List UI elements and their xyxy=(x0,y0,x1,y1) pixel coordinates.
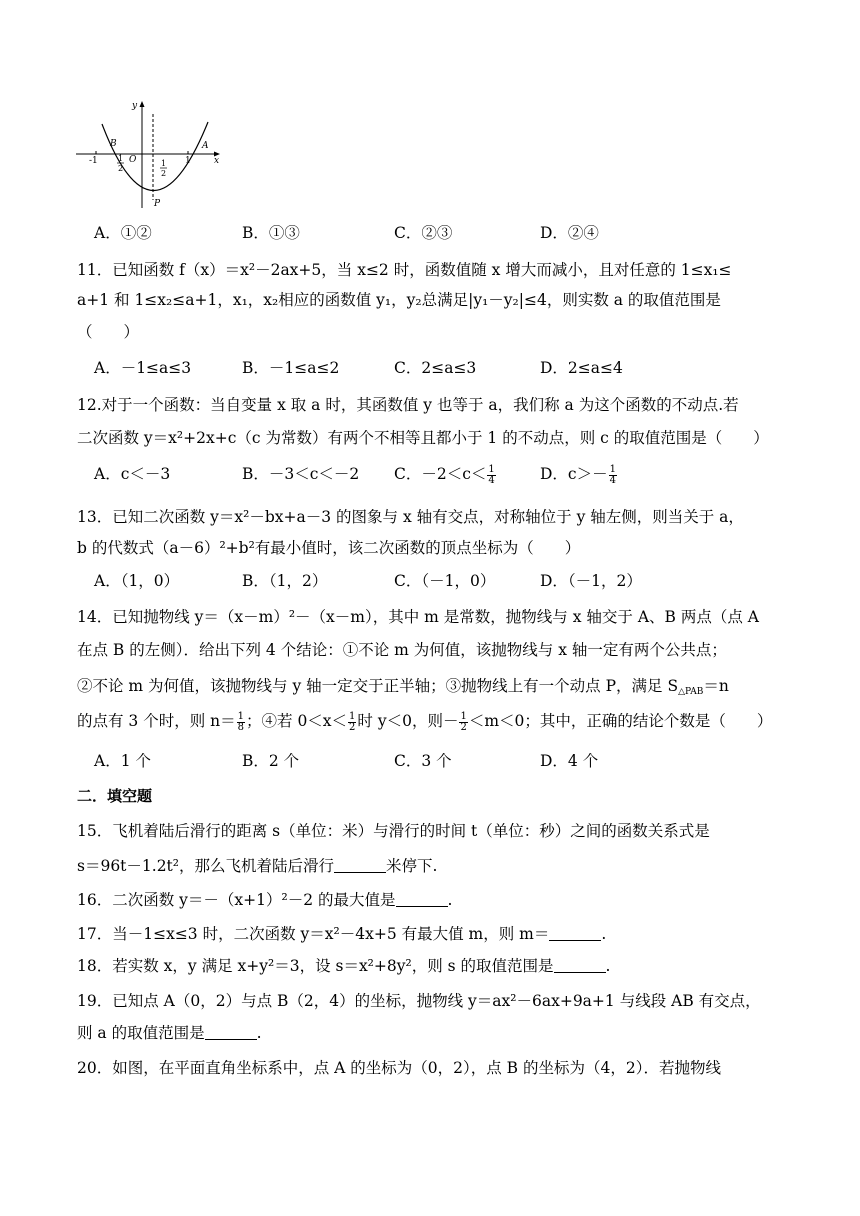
q12-line2: 二次函数 y＝x²+2x+c（c 为常数）有两个不相等且都小于 1 的不动点，则 c 的取值范围是（ ） xyxy=(77,429,769,447)
q11-line1: 11．已知函数 f（x）＝x²－2ax+5，当 x≤2 时，函数值随 x 增大而减小，且对任意的 1≤x₁≤ xyxy=(77,261,732,279)
q19-line1: 19．已知点 A（0，2）与点 B（2，4）的坐标，抛物线 y＝ax²－6ax+9a+1 与线段 AB 有交点， xyxy=(77,992,761,1010)
q11-option-b[interactable]: B．－1≤a≤2 xyxy=(242,359,340,377)
q16-line: 16．二次函数 y＝－（x+1）²－2 的最大值是 . xyxy=(77,891,453,909)
q11-line3: （ ） xyxy=(77,323,140,341)
q14-option-b[interactable]: B．2 个 xyxy=(242,752,300,770)
q14-option-d[interactable]: D．4 个 xyxy=(540,752,599,770)
q14-line1: 14．已知抛物线 y＝（x－m）²－（x－m），其中 m 是常数，抛物线与 x 轴交于 A、B 两点（点 A xyxy=(77,608,759,626)
q14-option-c[interactable]: C．3 个 xyxy=(394,752,452,770)
q14-line4: 的点有 3 个时，则 n＝ $\frac{1}{8}$ ；④若 0＜x＜ $\frac{1}{2}$ 时 y＜0，则－ $\frac{1}{2}$ ＜m＜0；其中，正确的结论个数是（ ） xyxy=(77,710,773,733)
q16-answer-blank[interactable] xyxy=(396,892,448,907)
half-den: 2 xyxy=(161,169,167,178)
q17-answer-blank[interactable] xyxy=(549,926,601,941)
q11-option-c[interactable]: C．2≤a≤3 xyxy=(394,359,477,377)
q10-option-c[interactable]: C．②③ xyxy=(394,224,453,242)
section-fill-in: 二．填空题 xyxy=(77,787,153,805)
q20-line1: 20．如图，在平面直角坐标系中，点 A 的坐标为（0，2），点 B 的坐标为（4，2）．若抛物线 xyxy=(77,1059,721,1077)
q13-option-a[interactable]: A．（1，0） xyxy=(94,572,180,590)
q13-line2: b 的代数式（a－6）²+b²有最小值时，该二次函数的顶点坐标为（ ） xyxy=(77,539,581,557)
y-axis-label: y xyxy=(132,101,138,111)
q12-option-d[interactable]: D．c＞－ $\frac{1}{4}$ xyxy=(540,463,616,486)
neg-half-num: 1 xyxy=(118,154,124,163)
q13-option-c[interactable]: C．（－1，0） xyxy=(394,572,496,590)
y-axis-arrow xyxy=(140,101,145,107)
q14-line2: 在点 B 的左侧）．给出下列 4 个结论：①不论 m 为何值，该抛物线与 x 轴一定有两个公共点； xyxy=(77,641,727,659)
q12-line1: 12.对于一个函数：当自变量 x 取 a 时，其函数值 y 也等于 a，我们称 a 为这个函数的不动点.若 xyxy=(77,396,739,414)
tick-label-1: 1 xyxy=(185,156,191,166)
q14-line3: ②不论 m 为何值，该抛物线与 y 轴一定交于正半轴；③抛物线上有一个动点 P，满足 $S_{\triangle PAB}=n$ xyxy=(77,677,729,697)
q12-option-b[interactable]: B．－3＜c＜－2 xyxy=(242,465,360,483)
q10-option-a[interactable]: A．①② xyxy=(94,224,152,242)
parabola-figure xyxy=(74,98,224,210)
q15-line1: 15．飞机着陆后滑行的距离 s（单位：米）与滑行的时间 t（单位：秒）之间的函数关系式是 xyxy=(77,822,710,840)
q11-option-d[interactable]: D．2≤a≤4 xyxy=(540,359,623,377)
half-num: 1 xyxy=(161,159,167,168)
label-p: P xyxy=(154,199,161,209)
q11-option-a[interactable]: A．－1≤a≤3 xyxy=(94,359,192,377)
q11-line2: a+1 和 1≤x₂≤a+1，x₁，x₂相应的函数值 y₁，y₂总满足|y₁－y₂|≤4，则实数 a 的取值范围是 xyxy=(77,291,721,309)
q17-line: 17．当－1≤x≤3 时，二次函数 y＝x²－4x+5 有最大值 m，则 m＝ . xyxy=(77,925,607,943)
label-a: A xyxy=(202,141,209,151)
q12-option-c[interactable]: C．－2＜c＜ $\frac{1}{4}$ xyxy=(394,463,495,486)
q15-answer-blank[interactable] xyxy=(334,858,386,873)
q10-option-d[interactable]: D．②④ xyxy=(540,224,599,242)
label-b: B xyxy=(110,139,117,149)
origin-label: O xyxy=(129,155,137,165)
q10-option-b[interactable]: B．①③ xyxy=(242,224,300,242)
q13-option-b[interactable]: B．（1，2） xyxy=(242,572,328,590)
q12-option-a[interactable]: A．c＜－3 xyxy=(94,465,171,483)
q19-answer-blank[interactable] xyxy=(205,1025,257,1040)
q18-answer-blank[interactable] xyxy=(554,958,606,973)
tick-label-neg1: -1 xyxy=(89,156,98,166)
q13-line1: 13．已知二次函数 y＝x²－bx+a－3 的图象与 x 轴有交点，对称轴位于 y 轴左侧，则当关于 a， xyxy=(77,508,744,526)
x-axis-label: x xyxy=(214,156,220,166)
q13-option-d[interactable]: D．（－1，2） xyxy=(540,572,642,590)
neg-half-den: 2 xyxy=(118,164,124,173)
q18-line: 18．若实数 x，y 满足 x+y²＝3，设 s＝x²+8y²，则 s 的取值范围是 . xyxy=(77,957,611,975)
q15-line2: s＝96t－1.2t²，那么飞机着陆后滑行 米停下. xyxy=(77,857,438,875)
q14-option-a[interactable]: A．1 个 xyxy=(94,752,151,770)
q19-line2: 则 a 的取值范围是 . xyxy=(77,1024,262,1042)
